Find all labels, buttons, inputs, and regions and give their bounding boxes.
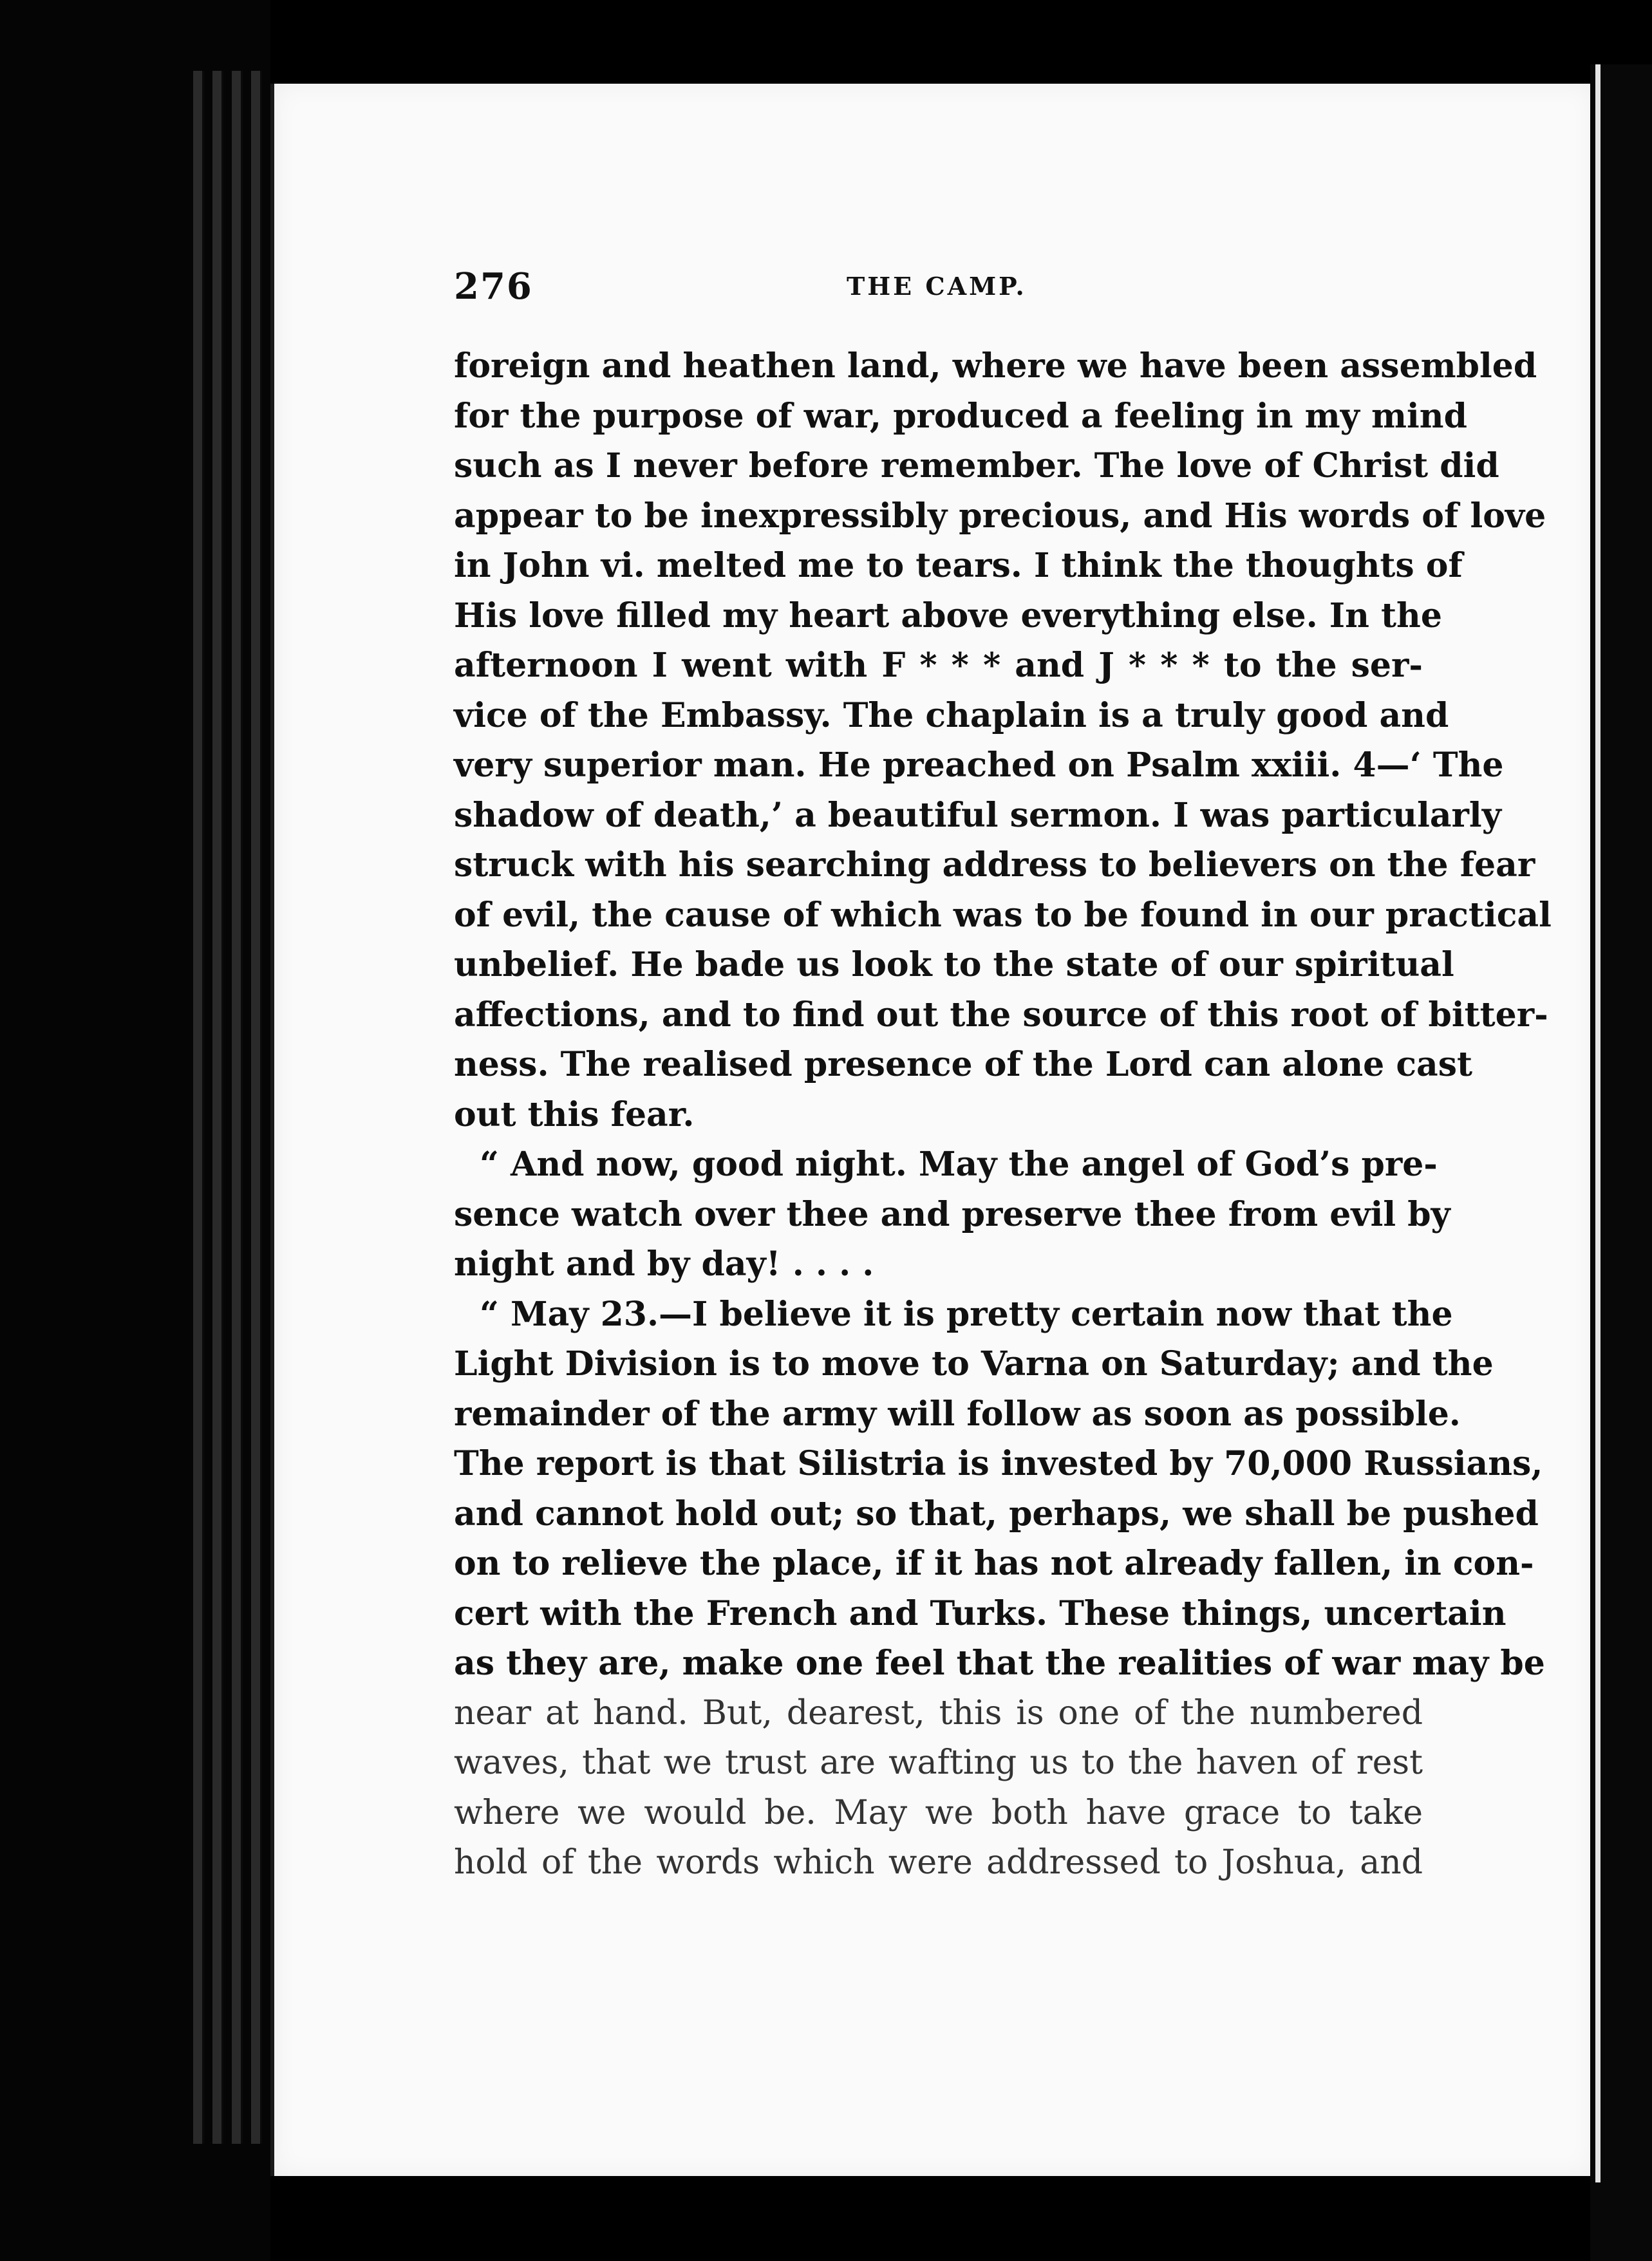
right-page-rule	[1595, 64, 1600, 2182]
text-line: “ May 23.—I believe it is pretty certain now that the	[480, 1294, 1453, 1334]
text-line: “ And now, good night. May the angel of God’s pre-	[480, 1145, 1438, 1184]
text-line: near at hand. But, dearest, this is one of the numbered	[454, 1693, 1423, 1732]
text-line: for the purpose of war, produced a feeling in my mind	[454, 396, 1467, 436]
page-stack-edge	[212, 71, 223, 2144]
page-header	[454, 265, 1426, 317]
text-line: in John vi. melted me to tears. I think the thoughts of	[454, 546, 1463, 585]
page-stack-edge	[232, 71, 243, 2144]
body-text	[454, 341, 1552, 1888]
text-line: Light Division is to move to Varna on Saturday; and the	[454, 1344, 1494, 1384]
text-line: ness. The realised presence of the Lord can alone cast	[454, 1045, 1473, 1084]
text-line: such as I never before remember. The love of Christ did	[454, 446, 1499, 485]
text-line: cert with the French and Turks. These things, uncertain	[454, 1593, 1507, 1633]
text-line: hold of the words which were addressed to Joshua, and	[454, 1843, 1423, 1882]
text-line: as they are, make one feel that the realities of war may be	[454, 1644, 1545, 1683]
page-number: 276	[454, 265, 533, 308]
text-line: where we would be. May we both have grace to take	[454, 1793, 1423, 1832]
text-line: vice of the Embassy. The chaplain is a truly good and	[454, 695, 1449, 735]
text-line: sence watch over thee and preserve thee from evil by	[454, 1194, 1450, 1234]
page-stack-edge	[193, 71, 204, 2144]
text-line: The report is that Silistria is invested by 70,000 Russians,	[454, 1444, 1543, 1483]
text-line: affections, and to find out the source of this root of bitter-	[454, 995, 1548, 1035]
text-line: remainder of the army will follow as soon as possible.	[454, 1394, 1461, 1434]
text-line: on to relieve the place, if it has not already fallen, in con-	[454, 1544, 1534, 1583]
text-line: very superior man. He preached on Psalm xxiii. 4—‘ The	[454, 746, 1504, 785]
text-line: waves, that we trust are wafting us to the haven of rest	[454, 1743, 1423, 1782]
text-line: and cannot hold out; so that, perhaps, we shall be pushed	[454, 1494, 1539, 1534]
text-line: night and by day! . . . .	[454, 1244, 874, 1284]
running-head: THE CAMP.	[847, 272, 1027, 301]
text-line: out this fear.	[454, 1094, 695, 1134]
text-line: foreign and heathen land, where we have been assembled	[454, 346, 1537, 386]
text-line: of evil, the cause of which was to be found in our practical	[454, 895, 1552, 935]
text-line: struck with his searching address to believers on the fear	[454, 845, 1535, 885]
text-line: afternoon I went with F * * * and J * * * to the ser-	[454, 646, 1423, 685]
text-line: shadow of death,’ a beautiful sermon. I was particularly	[454, 795, 1501, 835]
text-line: unbelief. He bade us look to the state of our spiritual	[454, 945, 1454, 984]
page-stack-edge	[251, 71, 262, 2144]
book-binding-edge	[0, 0, 270, 2261]
text-line: appear to be inexpressibly precious, and His words of love	[454, 496, 1546, 536]
text-line: His love filled my heart above everything else. In the	[454, 596, 1442, 635]
